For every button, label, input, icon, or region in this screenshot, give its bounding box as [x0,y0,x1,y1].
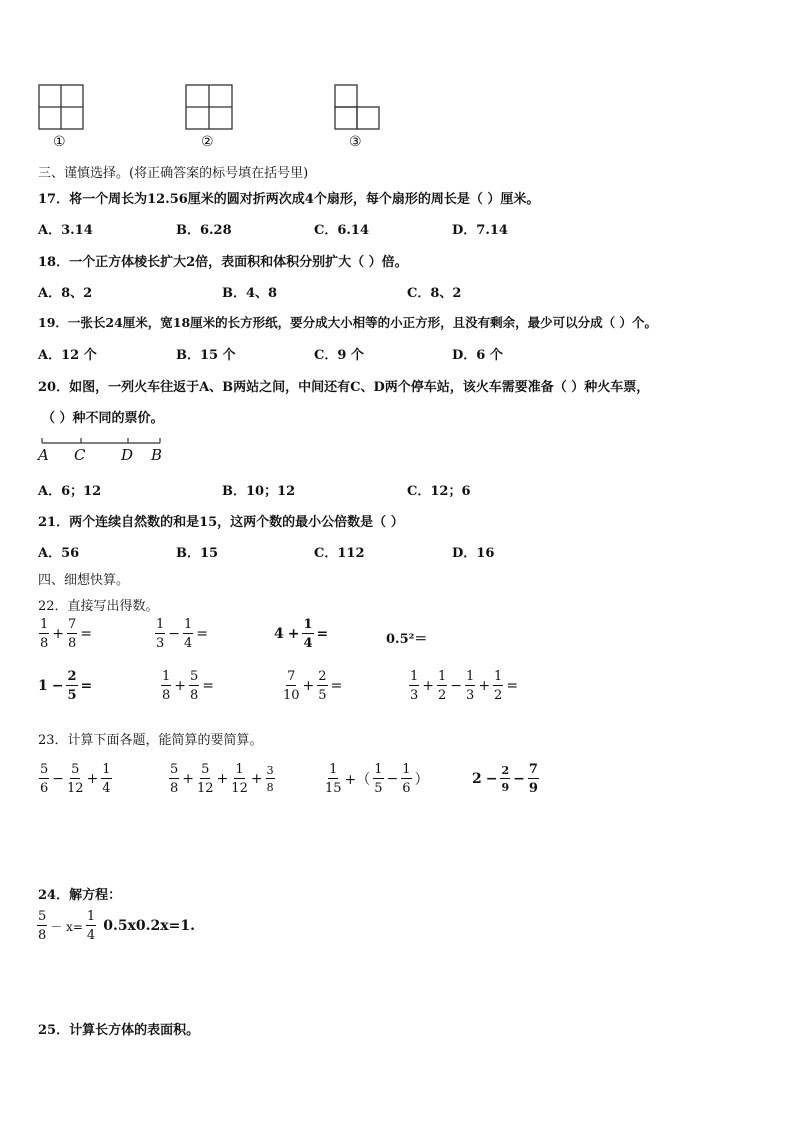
fraction [37,910,47,942]
denominator: 2 [438,688,447,703]
q21-option-c: C．112 [314,546,365,561]
denominator: 8 [40,636,49,651]
denominator: 4 [86,928,96,943]
denominator: 15 [325,781,342,796]
figure-1 [38,84,86,132]
numerator: 2 [67,669,77,684]
equals: = [506,678,519,694]
equals: = [330,678,343,694]
numerator: 7 [287,669,296,684]
whole-number: 1 [38,678,48,694]
whole-number: 2 [472,771,482,787]
numerator: 1 [162,669,171,684]
numerator: 1 [303,617,313,632]
q20-option-a: A．6；12 [38,484,102,499]
fraction [283,670,300,702]
q19-option-b: B．15 个 [176,348,236,363]
point-b-label: B [151,446,163,464]
operator: − [386,771,399,787]
q22-expr-1 [38,618,94,650]
numerator: 1 [329,762,338,777]
equals: = [202,678,215,694]
operator: + [182,771,195,787]
numerator: 1 [374,762,383,777]
q24-equation-1 [36,910,197,942]
denominator: 3 [466,688,475,703]
q20-line-diagram [38,436,168,466]
figure-3 [334,84,382,132]
equals: = [80,626,93,642]
q19-text: 19．一张长24厘米，宽18厘米的长方形纸，要分成大小相等的小正方形，且没有剩余，最少可以分成（ ）个。 [38,315,658,330]
section-three-heading: 三、谨慎选择。(将正确答案的标号填在括号里) [38,166,309,181]
denominator: 4 [303,636,313,651]
fraction [231,763,248,795]
fraction [183,618,193,650]
denominator: 4 [102,781,111,796]
section-four-heading: 四、细想快算。 [38,573,130,588]
q21-option-a: A．56 [38,546,80,561]
operator: − [513,771,525,787]
operator: − [168,626,181,642]
q17-option-c: C．6.14 [314,223,370,238]
denominator: 8 [190,688,199,703]
q17-option-d: D．7.14 [452,223,508,238]
fraction [155,618,165,650]
denominator: 5 [318,688,327,703]
numerator: 7 [528,762,538,777]
numerator: 1 [235,762,244,777]
q22-expr-3 [272,618,330,650]
fraction [409,670,419,702]
q19-option-a: A．12 个 [38,348,97,363]
point-c-label: C [74,446,86,464]
fraction [67,763,84,795]
denominator: 9 [501,781,510,794]
operator: + [478,678,491,694]
denominator: 12 [197,781,214,796]
numerator: 2 [501,764,510,777]
operator: + [52,626,65,642]
fraction [465,670,475,702]
operator: + [216,771,229,787]
operator: + [302,678,315,694]
fraction [189,670,199,702]
fraction [101,763,111,795]
segment-line [38,436,168,448]
denominator: 8 [38,928,47,943]
equation-middle: － x= [50,919,83,934]
q18-option-a: A．8、2 [38,286,93,301]
denominator: 10 [283,688,300,703]
q23-expr-2 [168,763,276,795]
q20-text-line1: 20．如图，一列火车往返于A、B两站之间，中间还有C、D两个停车站，该火车需要准备（ ）种火车票， [38,380,650,395]
fraction [86,910,96,942]
point-d-label: D [121,446,134,464]
fraction [493,670,503,702]
q23-title: 23．计算下面各题，能简算的要简算。 [38,733,263,748]
q19-option-d: D．6 个 [452,348,503,363]
q18-option-c: C．8、2 [407,286,462,301]
q20-option-c: C．12；6 [407,484,471,499]
fraction [197,763,214,795]
q22-expr-5 [36,670,94,702]
numerator: 1 [466,669,475,684]
denominator: 4 [184,636,193,651]
q18-text: 18．一个正方体棱长扩大2倍，表面积和体积分别扩大（ ）倍。 [38,255,408,270]
numerator: 5 [40,762,49,777]
q22-expr-4: 0.5²＝ [386,632,428,647]
q24-equation-2: 0.5x0.2x=1. [103,918,195,934]
q17-option-b: B．6.28 [176,223,232,238]
denominator: 12 [67,781,84,796]
fraction [317,670,327,702]
operator: + [86,771,99,787]
denominator: 5 [374,781,383,796]
grid-figure-1 [38,84,86,132]
denominator: 8 [68,636,77,651]
operator: − [51,678,64,694]
numerator: 5 [170,762,179,777]
q22-expr-6 [160,670,216,702]
fraction [67,618,77,650]
figure-2 [185,84,235,132]
numerator: 1 [86,909,96,924]
operator: +（ [344,772,371,788]
numerator: 5 [38,909,47,924]
q23-expr-1 [38,763,113,795]
operator: + [287,626,300,642]
fraction [528,763,539,795]
numerator: 1 [102,762,111,777]
point-a-label: A [38,446,49,464]
closing-paren: ） [414,772,429,788]
fraction [373,763,383,795]
fraction [39,618,49,650]
figure-3-label: ③ [349,134,362,150]
numerator: 1 [40,617,49,632]
operator: − [52,771,65,787]
numerator: 3 [266,764,274,777]
q25-title: 25．计算长方体的表面积。 [38,1023,200,1038]
figure-1-label: ① [53,134,66,150]
whole-number: 4 [274,626,284,642]
operator: + [174,678,187,694]
numerator: 7 [68,617,77,632]
denominator: 6 [40,781,49,796]
fraction [169,763,179,795]
numerator: 1 [410,669,419,684]
q23-expr-3 [324,763,431,795]
q17-text: 17．将一个周长为12.56厘米的圆对折两次成4个扇形，每个扇形的周长是（ ）厘米。 [38,192,540,207]
fraction [66,670,77,702]
operator: − [485,771,498,787]
numerator: 1 [184,617,193,632]
denominator: 6 [402,781,411,796]
q24-title: 24．解方程： [38,888,122,903]
q20-text-line2: （ ）种不同的票价。 [42,411,164,426]
denominator: 2 [494,688,503,703]
q21-option-d: D．16 [452,546,495,561]
figure-2-label: ② [201,134,214,150]
fraction [325,763,342,795]
q18-option-b: B．4、8 [222,286,278,301]
equals: = [316,626,329,642]
fraction [500,765,510,793]
q21-text: 21．两个连续自然数的和是15，这两个数的最小公倍数是（ ） [38,515,404,530]
q21-option-b: B．15 [176,546,219,561]
q19-option-c: C．9 个 [314,348,364,363]
q22-title: 22．直接写出得数。 [38,599,159,614]
operator: + [250,771,263,787]
fraction [437,670,447,702]
q17-option-a: A．3.14 [38,223,93,238]
denominator: 5 [67,688,77,703]
denominator: 3 [156,636,165,651]
fraction [401,763,411,795]
equals: = [80,678,93,694]
operator: − [450,678,463,694]
fraction [302,618,313,650]
numerator: 1 [438,669,447,684]
operator: + [422,678,435,694]
q22-expr-7 [282,670,344,702]
numerator: 1 [494,669,503,684]
denominator: 8 [170,781,179,796]
grid-figure-3 [334,84,382,132]
denominator: 8 [266,781,274,794]
q22-expr-2 [154,618,210,650]
numerator: 2 [318,669,327,684]
q22-expr-8 [408,670,520,702]
fraction [161,670,171,702]
denominator: 9 [528,781,538,796]
grid-figure-2 [185,84,235,132]
denominator: 12 [231,781,248,796]
fraction [266,765,275,793]
numerator: 5 [201,762,210,777]
numerator: 5 [190,669,199,684]
equals: = [196,626,209,642]
numerator: 1 [402,762,411,777]
denominator: 3 [410,688,419,703]
fraction [39,763,49,795]
numerator: 5 [71,762,80,777]
numerator: 1 [156,617,165,632]
denominator: 8 [162,688,171,703]
q20-option-b: B．10；12 [222,484,296,499]
q23-expr-4 [470,763,540,795]
